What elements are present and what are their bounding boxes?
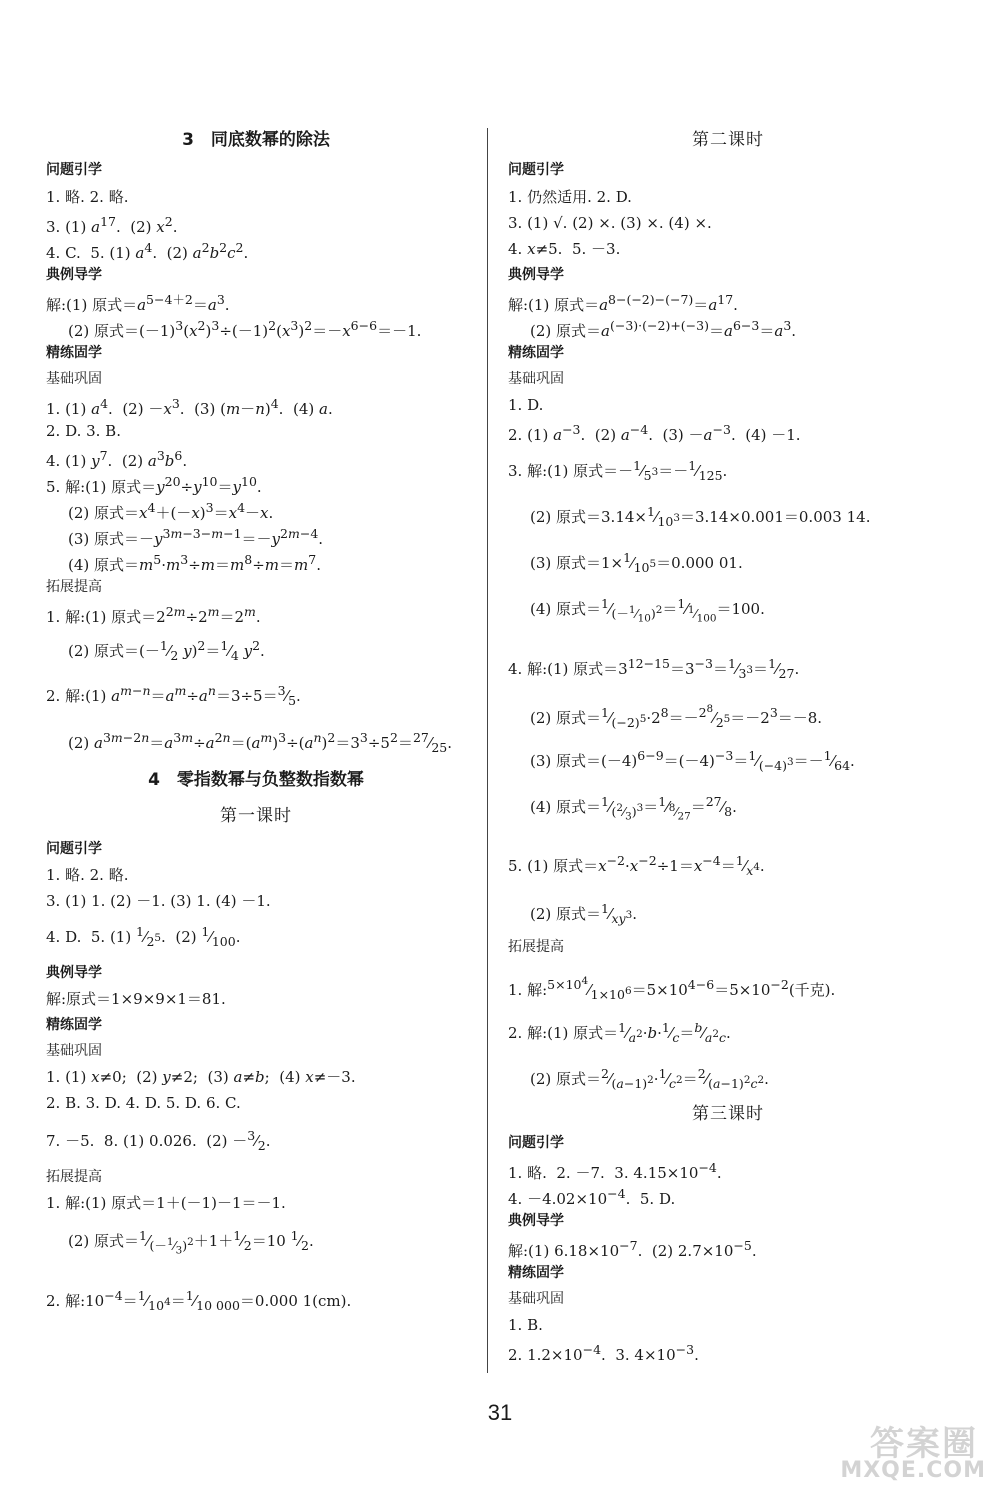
right-section-heading: 典例导学 (508, 1213, 564, 1229)
left-sub-heading: 拓展提高 (46, 579, 102, 595)
left-answer-line: 1. 解:(1) 原式＝1＋(－1)－1＝－1. (46, 1194, 286, 1212)
right-answer-line: (2) 原式$=^1⁄_{xy^3}$. (530, 901, 638, 926)
right-answer-line: 2. 解:(1) 原式$=^1⁄_{a^2}\cdot b\cdot^1⁄_c=^b⁄_{a^2c}$. (508, 1020, 731, 1045)
right-section-heading: 典例导学 (508, 267, 564, 283)
left-answer-line: 4. (1) $y^7$. (2) $a^3b^6$. (46, 448, 188, 470)
right-sub-heading: 拓展提高 (508, 939, 564, 955)
left-section-heading: 问题引学 (46, 162, 102, 178)
left-answer-line: 5. 解:(1) 原式$=y^{20}\div y^{10}=y^{10}$. (46, 474, 262, 496)
left-answer-line: 1. (1) x≠0; (2) y≠2; (3) a≠b; (4) x≠－3. (46, 1068, 356, 1086)
left-section-heading: 精练固学 (46, 345, 102, 361)
left-sub-heading: 基础巩固 (46, 371, 102, 387)
left-answer-line: 1. 略. 2. 略. (46, 866, 129, 884)
left-answer-line: (4) 原式$=m^5\cdot m^3\div m=m^8\div m=m^7$. (68, 552, 321, 574)
right-sub-heading: 基础巩固 (508, 1291, 564, 1307)
right-answer-line: 3. (1) √. (2) ×. (3) ×. (4) ×. (508, 214, 712, 232)
right-answer-line: 1. D. (508, 396, 544, 414)
right-answer-line: 1. 略. 2. －7. 3. $4.15\times 10^{-4}$. (508, 1160, 722, 1182)
right-section-heading: 问题引学 (508, 162, 564, 178)
left-answer-line: 3. (1) $a^{17}$. (2) $x^2$. (46, 214, 178, 236)
right-answer-line: (4) 原式$=^1⁄_{(^2⁄_3)^3}=^1⁄_{^8⁄_{27}}=^{27}⁄_8$. (530, 794, 737, 823)
left-section-heading: 精练固学 (46, 1017, 102, 1033)
left-answer-line: 7. －5. 8. (1) 0.026. $(2) -^3⁄_2$. (46, 1128, 271, 1153)
left-answer-line: 2. 解$:10^{-4}=^1⁄_{10^4}=^1⁄_{10 000}=0.000$ 1(cm). (46, 1288, 352, 1313)
left-answer-line: 解:(1) 原式$=a^{5-4+2}=a^3$. (46, 292, 230, 314)
left-answer-line: (3) 原式$=-y^{3m-3-m-1}=-y^{2m-4}$. (68, 526, 324, 548)
right-answer-line: (3) 原式$=(-4)^{6-9}=(-4)^{-3}=^1⁄_{(-4)^3}=-^1⁄_{64}$. (530, 748, 855, 773)
left-answer-line: 2. B. 3. D. 4. D. 5. D. 6. C. (46, 1094, 241, 1112)
left-lesson-title: 第一课时 (220, 806, 292, 826)
column-divider (487, 128, 488, 1373)
watermark-bottom-text: MXQE.COM (840, 1458, 986, 1483)
left-answer-line: (2) 原式$=(-1)^3(x^2)^3\div(-1)^2(x^3)^2=-x^{6-6}=-1$. (68, 318, 422, 340)
right-answer-line: (3) 原式$=1\times^1⁄_{10^5}=0.000$ 01. (530, 550, 743, 575)
right-answer-line: 2. (1) $a^{-3}$. (2) $a^{-4}$. $(3) -a^{-3}$. (4) －1. (508, 422, 801, 444)
right-answer-line: 4. 解:(1) 原式$=3^{12-15}=3^{-3}=^1⁄_{3^3}=^1⁄_{27}$. (508, 656, 800, 681)
left-answer-line: 4. C. 5. (1) $a^4$. (2) $a^2b^2c^2$. (46, 240, 249, 262)
watermark-top-text: 答案圈 (870, 1424, 978, 1464)
left-sub-heading: 拓展提高 (46, 1169, 102, 1185)
left-answer-line: 2. D. 3. B. (46, 422, 121, 440)
right-answer-line: 1. 仍然适用. 2. D. (508, 188, 632, 206)
right-answer-line: 1. B. (508, 1316, 543, 1334)
right-answer-line: 解:(1) 原式$=a^{8-(-2)-(-7)}=a^{17}$. (508, 292, 738, 314)
right-answer-line: 4. x≠5. 5. －3. (508, 240, 621, 258)
left-section-title: 3 同底数幂的除法 (182, 130, 330, 150)
right-answer-line: (2) 原式$=^2⁄_{(a-1)^2}\cdot^1⁄_{c^2}=^2⁄_{(a-1)^2c^2}$. (530, 1066, 769, 1091)
left-sub-heading: 基础巩固 (46, 1043, 102, 1059)
left-answer-line: 1. 解:(1) 原式$=2^{2m}\div 2^m=2^m$. (46, 604, 261, 626)
right-answer-line: (2) 原式$=3.14\times^1⁄_{10^3}=3.14\times 0.001=0.003$ 14. (530, 504, 871, 529)
right-lesson-title: 第三课时 (692, 1104, 764, 1124)
right-lesson-title: 第二课时 (692, 130, 764, 150)
left-section-heading: 典例导学 (46, 965, 102, 981)
right-section-heading: 问题引学 (508, 1135, 564, 1151)
right-answer-line: 2. $1.2\times 10^{-4}$. 3. $4\times 10^{-3}$. (508, 1342, 699, 1364)
right-answer-line: 3. 解:(1) 原式$=-^1⁄_{5^3}=-^1⁄_{125}$. (508, 458, 728, 483)
right-answer-line: (2) 原式$=a^{(-3)\cdot(-2)+(-3)}=a^{6-3}=a^3$. (530, 318, 797, 340)
left-answer-line: 1. 略. 2. 略. (46, 188, 129, 206)
right-section-heading: 精练固学 (508, 1265, 564, 1281)
left-section-heading: 典例导学 (46, 267, 102, 283)
left-answer-line: 4. D. 5. (1) $^1⁄_{2^5}$. (2) $^1⁄_{100}$. (46, 924, 241, 949)
left-answer-line: 解:原式＝1×9×9×1＝81. (46, 990, 226, 1008)
right-answer-line: 解:(1) $6.18\times 10^{-7}$. (2) $2.7\times 10^{-5}$. (508, 1238, 757, 1260)
left-section-title: 4 零指数幂与负整数指数幂 (148, 770, 364, 790)
left-answer-line: 3. (1) 1. (2) －1. (3) 1. (4) －1. (46, 892, 271, 910)
left-answer-line: 1. (1) $a^4$. $(2) -x^3$. (3) $(m-n)^4$. (4) a. (46, 396, 333, 418)
right-sub-heading: 基础巩固 (508, 371, 564, 387)
left-answer-line: 2. 解:(1) $a^{m-n}=a^m\div a^n=3\div 5=^3⁄_5$. (46, 683, 301, 708)
left-answer-line: (2) 原式$=^1⁄_{(-^1⁄_3)^2}+1+^1⁄_2=10$ $^1⁄_2$. (68, 1228, 314, 1257)
page-number: 31 (487, 1400, 513, 1425)
right-section-heading: 精练固学 (508, 345, 564, 361)
right-answer-line: (2) 原式$=^1⁄_{(-2)^5}\cdot 2^8=-^{2^8}⁄_{2^5}=-2^3=-8$. (530, 703, 823, 731)
watermark-logo (811, 1416, 986, 1482)
left-answer-line: (2) 原式$=x^4+(-x)^3=x^4-x$. (68, 500, 274, 522)
right-answer-line: (4) 原式$=^1⁄_{(-^1⁄_{10})^2}=^1⁄_{^1⁄_{100}}=100$. (530, 596, 765, 625)
right-answer-line: 5. (1) 原式$=x^{-2}\cdot x^{-2}\div 1=x^{-4}=^1⁄_{x^4}$. (508, 853, 765, 878)
right-answer-line: 1. 解$:^{5\times 10^4}⁄_{1\times 10^6}=5\times 10^{4-6}=5\times 10^{-2}$(千克). (508, 975, 836, 1003)
right-answer-line: 4. $-4.02\times 10^{-4}$. 5. D. (508, 1186, 676, 1208)
left-answer-line: (2) $a^{3m-2n}=a^{3m}\div a^{2n}=(a^m)^3\div(a^n)^2=3^3\div 5^2=^{27}⁄_{25}$. (68, 730, 453, 755)
left-answer-line: (2) 原式$=(-^1⁄_2$ $y)^2=^1⁄_4$ $y^2$. (68, 638, 265, 663)
left-section-heading: 问题引学 (46, 841, 102, 857)
